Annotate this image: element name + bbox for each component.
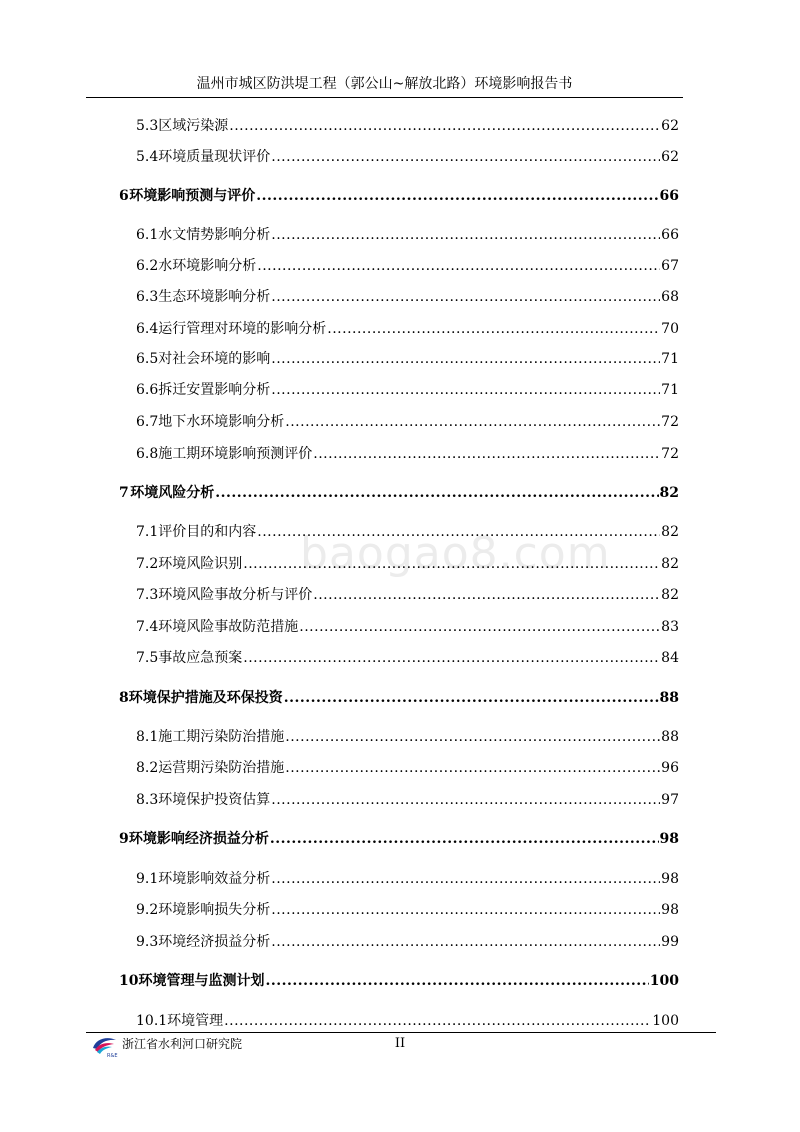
toc-entry-title: 评价目的和内容 [158,524,257,540]
toc-section-entry[interactable] [136,224,679,246]
header-rule [86,97,683,98]
toc-entry-page: 67 [661,258,679,274]
toc-entry-page: 82 [661,587,679,603]
toc-dot-leader [313,584,660,606]
toc-entry-title: 环境经济损益分析 [158,934,271,950]
toc-entry-number: 7.1 [136,524,159,540]
toc-section-entry[interactable] [136,868,679,890]
toc-entry-number: 7.4 [136,619,159,635]
toc-entry-number: 9.1 [136,871,159,887]
toc-entry-page: 82 [661,524,679,540]
toc-dot-leader [256,185,658,207]
toc-entry-number: 6.1 [136,227,159,243]
toc-entry-number: 8 [119,690,129,706]
toc-entry-page: 98 [661,902,679,918]
toc-entry-number: 8.3 [136,792,159,808]
logo-text: R&E [107,1053,118,1058]
toc-entry-title: 水环境影响分析 [158,258,257,274]
toc-entry-title: 环境影响效益分析 [158,871,271,887]
toc-dot-leader [215,482,658,504]
toc-chapter-entry[interactable] [119,828,679,850]
toc-section-entry[interactable] [136,647,679,669]
toc-entry-page: 62 [661,118,679,134]
toc-entry-title: 拆迁安置影响分析 [158,382,271,398]
toc-entry-title: 环境影响预测与评价 [129,188,256,204]
toc-entry-number: 6.6 [136,382,159,398]
toc-dot-leader [327,318,660,340]
watermark: baogao8.com [300,528,611,579]
toc-entry-page: 72 [661,414,679,430]
toc-entry-page: 98 [661,871,679,887]
toc-entry-title: 环境管理与监测计划 [138,973,265,989]
toc-section-entry[interactable] [136,411,679,433]
toc-entry-page: 68 [661,289,679,305]
toc-entry-number: 6.7 [136,414,159,430]
toc-chapter-entry[interactable] [119,185,679,207]
toc-dot-leader [313,443,660,465]
toc-dot-leader [285,757,660,779]
page-header-title: 温州市城区防洪堤工程（郭公山~解放北路）环境影响报告书 [196,76,573,92]
toc-entry-page: 88 [661,729,679,745]
toc-section-entry[interactable] [136,255,679,277]
footer-rule [86,1032,716,1033]
toc-entry-number: 6.4 [136,321,159,337]
toc-section-entry[interactable] [136,899,679,921]
toc-section-entry[interactable] [136,521,679,543]
toc-entry-title: 环境保护措施及环保投资 [128,690,283,706]
toc-entry-title: 运营期污染防治措施 [158,760,285,776]
toc-section-entry[interactable] [136,318,679,340]
toc-entry-number: 7.5 [136,650,159,666]
toc-entry-number: 10 [119,973,139,989]
toc-entry-page: 72 [661,446,679,462]
toc-dot-leader [285,411,660,433]
toc-chapter-entry[interactable] [119,970,679,992]
toc-entry-number: 7.3 [136,587,159,603]
toc-dot-leader [271,146,660,168]
toc-entry-number: 8.2 [136,760,159,776]
toc-entry-page: 70 [661,321,679,337]
toc-dot-leader [271,224,660,246]
toc-entry-title: 施工期环境影响预测评价 [158,446,313,462]
toc-dot-leader [243,647,660,669]
toc-entry-title: 对社会环境的影响 [158,351,271,367]
toc-section-entry[interactable] [136,584,679,606]
toc-dot-leader [271,899,660,921]
institute-logo-icon [90,1034,120,1058]
toc-section-entry[interactable] [136,726,679,748]
toc-entry-title: 环境风险识别 [158,556,243,572]
toc-entry-number: 6 [119,188,129,204]
toc-entry-page: 96 [661,760,679,776]
toc-entry-page: 100 [649,973,679,989]
toc-section-entry[interactable] [136,553,679,575]
toc-entry-title: 区域污染源 [158,118,229,134]
toc-section-entry[interactable] [136,789,679,811]
page-number: II [394,1036,406,1051]
toc-section-entry[interactable] [136,348,679,370]
toc-section-entry[interactable] [136,616,679,638]
toc-dot-leader [243,553,660,575]
toc-section-entry[interactable] [136,115,679,137]
toc-entry-number: 9.3 [136,934,159,950]
toc-dot-leader [271,931,660,953]
toc-entry-page: 66 [659,188,679,204]
toc-entry-number: 6.2 [136,258,159,274]
toc-entry-title: 环境保护投资估算 [158,792,271,808]
toc-entry-number: 6.8 [136,446,159,462]
toc-entry-title: 生态环境影响分析 [158,289,271,305]
toc-chapter-entry[interactable] [119,482,679,504]
toc-section-entry[interactable] [136,379,679,401]
toc-section-entry[interactable] [136,931,679,953]
toc-entry-number: 8.1 [136,729,159,745]
toc-entry-page: 88 [659,690,679,706]
toc-dot-leader [285,726,660,748]
toc-dot-leader [271,789,660,811]
toc-dot-leader [271,868,660,890]
toc-dot-leader [271,348,660,370]
toc-entry-title: 环境风险事故防范措施 [158,619,299,635]
toc-entry-title: 事故应急预案 [158,650,243,666]
toc-entry-number: 7 [119,485,129,501]
toc-entry-page: 99 [661,934,679,950]
toc-section-entry[interactable] [136,443,679,465]
toc-entry-page: 66 [661,227,679,243]
toc-entry-title: 水文情势影响分析 [158,227,271,243]
toc-dot-leader [229,115,660,137]
toc-entry-title: 环境管理 [167,1013,224,1029]
toc-entry-number: 5.4 [136,149,159,165]
toc-entry-title: 环境影响损失分析 [158,902,271,918]
toc-dot-leader [265,970,648,992]
toc-dot-leader [284,687,659,709]
toc-entry-page: 71 [661,351,679,367]
toc-entry-page: 100 [652,1013,679,1029]
toc-entry-number: 9 [119,831,129,847]
toc-entry-page: 62 [661,149,679,165]
toc-entry-page: 84 [661,650,679,666]
toc-entry-title: 环境风险事故分析与评价 [158,587,313,603]
toc-entry-page: 98 [659,831,679,847]
toc-entry-number: 7.2 [136,556,159,572]
toc-entry-title: 地下水环境影响分析 [158,414,285,430]
toc-entry-number: 5.3 [136,118,159,134]
toc-entry-title: 运行管理对环境的影响分析 [158,321,327,337]
toc-entry-number: 9.2 [136,902,159,918]
toc-dot-leader [271,379,660,401]
toc-entry-title: 环境质量现状评价 [158,149,271,165]
toc-dot-leader [257,521,660,543]
toc-entry-title: 施工期污染防治措施 [158,729,285,745]
toc-dot-leader [224,1010,651,1032]
toc-entry-page: 97 [661,792,679,808]
toc-section-entry[interactable] [136,146,679,168]
toc-dot-leader [299,616,660,638]
toc-entry-number: 10.1 [136,1013,168,1029]
toc-dot-leader [270,828,659,850]
toc-entry-title: 环境风险分析 [130,485,215,501]
toc-entry-page: 82 [659,485,679,501]
footer-organization: 浙江省水利河口研究院 [122,1037,243,1051]
toc-section-entry[interactable] [136,757,679,779]
toc-entry-page: 83 [661,619,679,635]
toc-entry-page: 71 [661,382,679,398]
toc-entry-page: 82 [661,556,679,572]
toc-entry-number: 6.5 [136,351,159,367]
toc-chapter-entry[interactable] [119,687,679,709]
toc-dot-leader [257,255,660,277]
toc-section-entry[interactable] [136,286,679,308]
toc-section-entry[interactable] [136,1010,679,1032]
toc-entry-title: 环境影响经济损益分析 [128,831,269,847]
toc-dot-leader [271,286,660,308]
toc-entry-number: 6.3 [136,289,159,305]
